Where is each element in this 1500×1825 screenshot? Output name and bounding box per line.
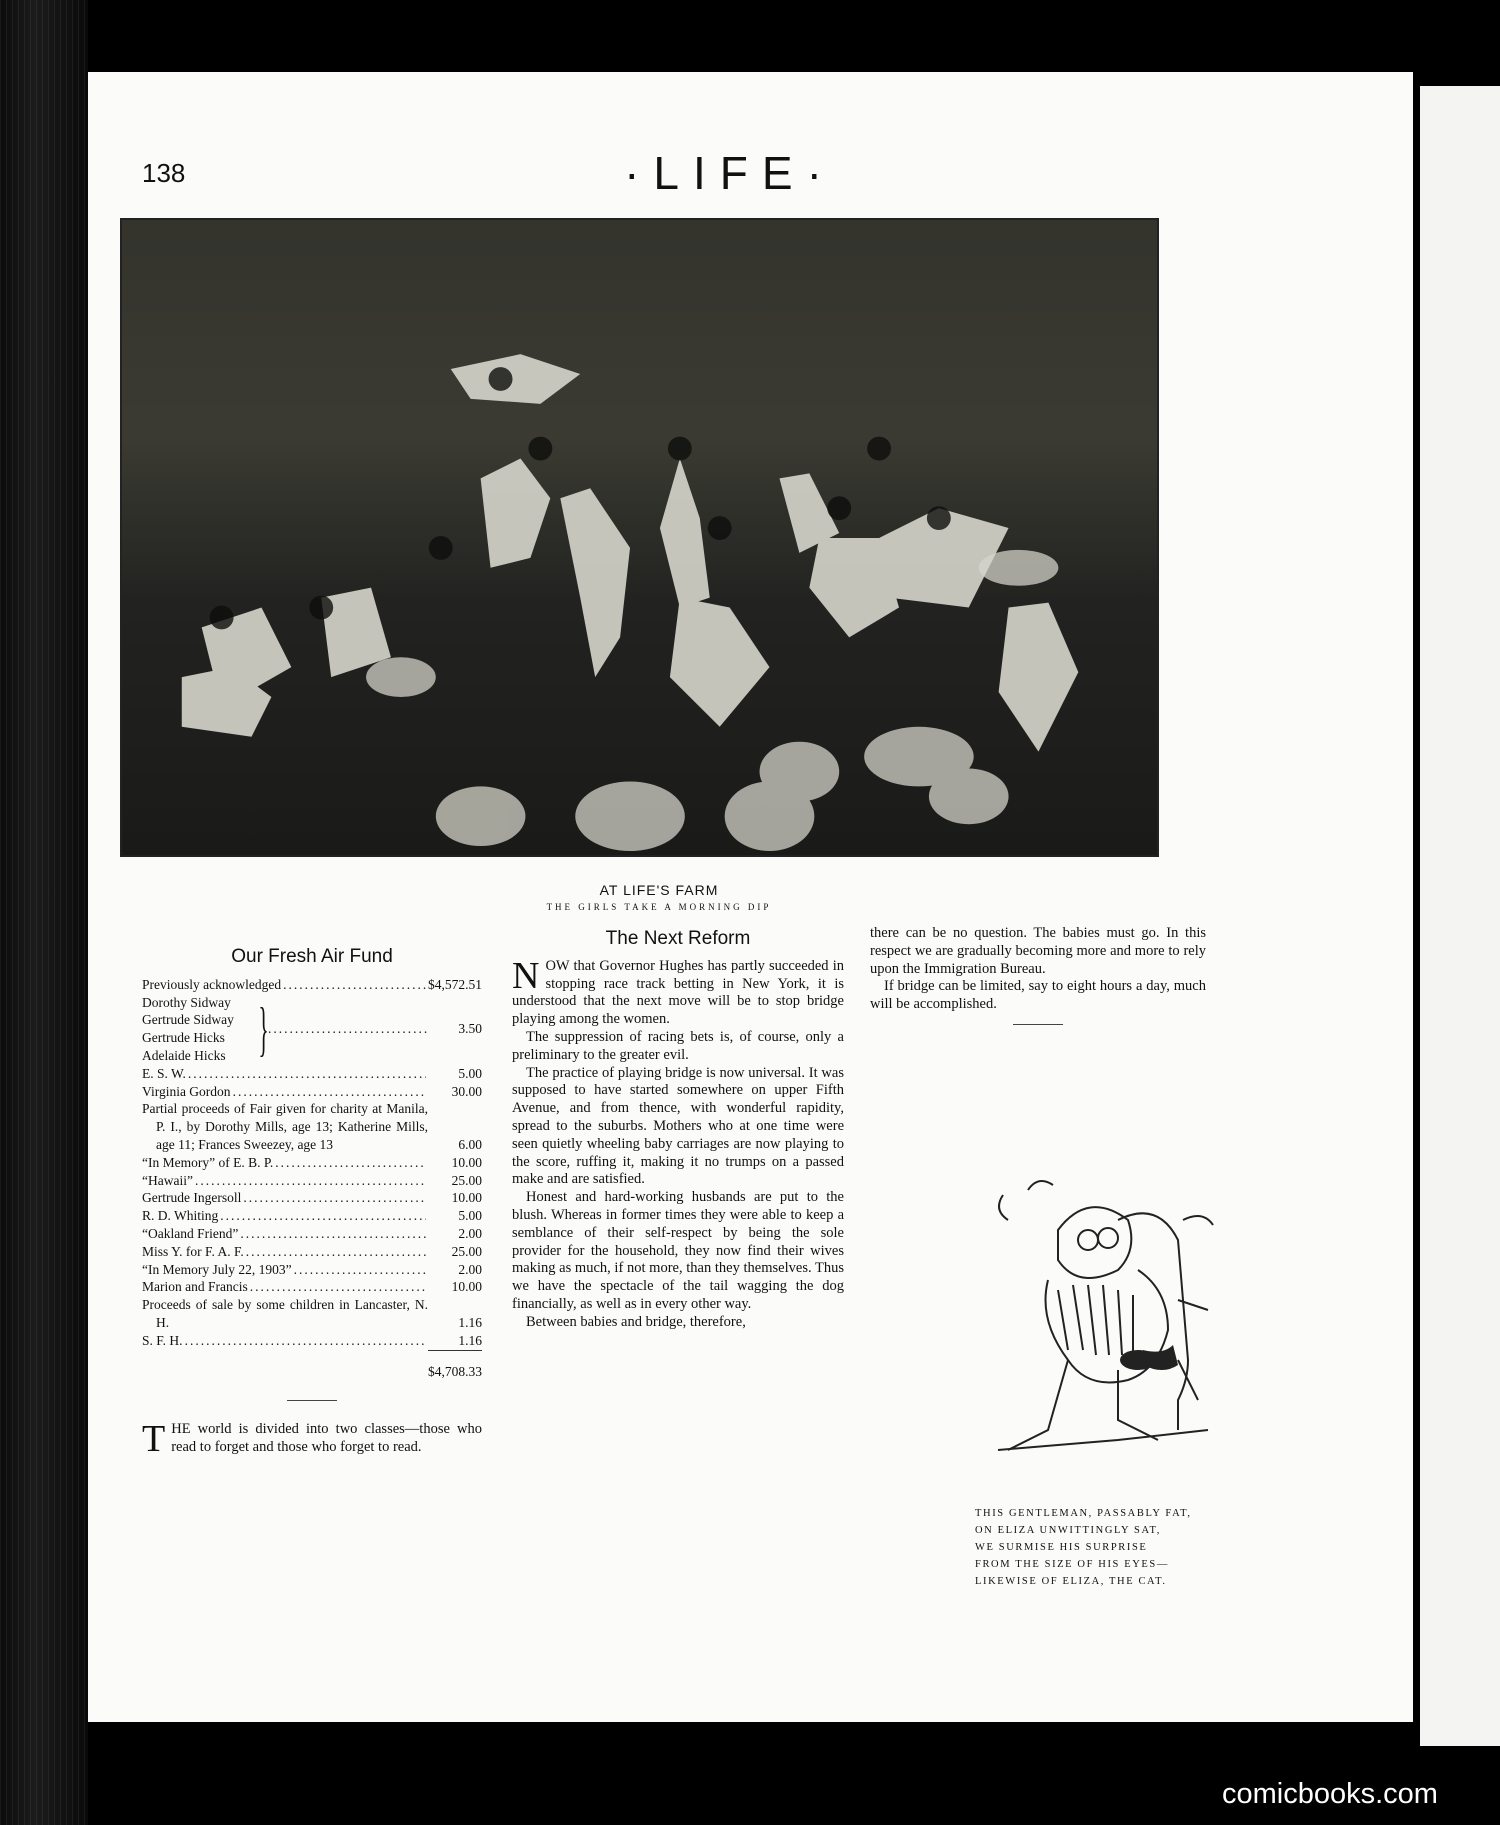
leader-dots (275, 1154, 426, 1172)
fund-group-name: Gertrude Hicks (142, 1030, 225, 1046)
leader-dots (240, 1225, 426, 1243)
epigram-dropcap: T (142, 1418, 166, 1461)
fund-row-amount: 2.00 (458, 1261, 482, 1277)
facing-page-edge (1420, 86, 1500, 1746)
reform-paragraph: The suppression of racing bets is, of course, only a preliminary to the greater evil. (512, 1028, 844, 1063)
reform-dropcap: N (512, 954, 540, 997)
leader-dots (294, 1261, 426, 1279)
fund-row (142, 1278, 482, 1296)
fund-row (142, 1261, 482, 1279)
fund-row (142, 1332, 482, 1350)
fund-row-amount: 5.00 (458, 1065, 482, 1081)
fund-row-name: Virginia Gordon (142, 1083, 231, 1099)
fund-row-name: S. F. H. (142, 1332, 183, 1348)
poem-line: ON ELIZA UNWITTINGLY SAT, (975, 1525, 1161, 1536)
fund-row-amount: 25.00 (451, 1172, 482, 1188)
fund-row-amount: 2.00 (458, 1225, 482, 1241)
reform-paragraph: Honest and hard-working husbands are put to the blush. Whereas in former times they were able to keep a semblance of their self-respect by being the sole provider for the household, they now find their wives making as much, if not more, than they themselves. Thus we have the spectacle of the tail wagging the dog financially, as well as in every other way. (512, 1189, 844, 1312)
reform-paragraph (512, 954, 844, 1029)
page-number: 138 (142, 158, 186, 188)
reform-continued-column (870, 925, 1206, 1025)
photo-illustration (122, 220, 1157, 855)
fund-row-name: Marion and Francis (142, 1279, 248, 1295)
leader-dots (233, 1083, 426, 1101)
cartoon-illustration (968, 1160, 1240, 1472)
fund-row (142, 1243, 482, 1261)
fund-row-name: E. S. W. (142, 1065, 186, 1081)
fund-row-name: R. D. Whiting (142, 1208, 219, 1224)
epigram (142, 1418, 482, 1461)
leader-dots (195, 1172, 426, 1190)
fresh-air-fund-column (142, 946, 482, 1461)
fund-row-amount: 5.00 (458, 1208, 482, 1224)
fund-group-name: Gertrude Sidway (142, 1012, 234, 1028)
fund-row-amount: 25.00 (451, 1243, 482, 1259)
fund-group-name: Adelaide Hicks (142, 1047, 226, 1063)
scan-edge-left (0, 0, 88, 1825)
fund-row (142, 1189, 482, 1207)
poem-line: THIS GENTLEMAN, PASSABLY FAT, (975, 1508, 1192, 1519)
leader-dots (283, 976, 426, 994)
cartoon-poem (975, 1505, 1215, 1590)
fund-row-name: Gertrude Ingersoll (142, 1190, 242, 1206)
fund-row-name: “In Memory” of E. B. P. (142, 1154, 274, 1170)
fund-row-name: “In Memory July 22, 1903” (142, 1261, 292, 1277)
group-brace: } (258, 996, 269, 1063)
fund-row-amount: 30.00 (451, 1083, 482, 1099)
fund-heading: Our Fresh Air Fund (231, 946, 393, 967)
poem-line: LIKEWISE OF ELIZA, THE CAT. (975, 1576, 1167, 1587)
leader-dots (243, 1189, 426, 1207)
fund-row-amount: 6.00 (458, 1136, 482, 1152)
reform-paragraph: Between babies and bridge, therefore, (526, 1313, 746, 1330)
fund-row (142, 1154, 482, 1172)
photo-caption-subtitle: THE GIRLS TAKE A MORNING DIP (546, 902, 772, 912)
fund-row-amount: 10.00 (451, 1190, 482, 1206)
section-divider (1013, 1024, 1063, 1025)
site-watermark: comicbooks.com (1222, 1778, 1438, 1810)
reform-paragraph: The practice of playing bridge is now universal. It was supposed to have started somewhere on upper Fifth Avenue, and from thence, with wonderful rapidity, spread to the suburbs. Mothers who at one time were seen quietly wheeling baby carriages are now playing to the score, ruffing it, making it no trumps on a passed make and are satisfied. (512, 1064, 844, 1188)
fund-row-name: Partial proceeds of Fair given for charity at Manila, P. I., by Dorothy Mills, age 13; Katherine Mills, age 11; Frances Sweezey, age 13 (142, 1101, 428, 1152)
leader-dots (250, 1278, 426, 1296)
fund-row (142, 1083, 482, 1101)
leader-dots (185, 1332, 426, 1350)
photo-caption-title: AT LIFE'S FARM (599, 882, 719, 898)
leader-dots (220, 1207, 426, 1225)
fund-total: $4,708.33 (428, 1363, 482, 1379)
fund-row-name: Previously acknowledged (142, 976, 282, 992)
fund-group-names (142, 994, 254, 1065)
fund-row (142, 1172, 482, 1190)
poem-line: FROM THE SIZE OF HIS EYES— (975, 1559, 1169, 1570)
fund-group-name: Dorothy Sidway (142, 994, 231, 1010)
reform-heading: The Next Reform (605, 928, 751, 949)
fund-group-amount: 3.50 (458, 1021, 482, 1037)
fund-row-name: “Oakland Friend” (142, 1225, 239, 1241)
section-divider (287, 1400, 337, 1401)
fund-row-amount: 1.16 (458, 1332, 482, 1348)
fund-row (142, 976, 482, 994)
fund-row-name: “Hawaii” (142, 1172, 193, 1188)
fat-man-on-cat-drawing (968, 1160, 1240, 1472)
next-reform-column (512, 930, 844, 1332)
fund-row-amount: 1.16 (458, 1314, 482, 1330)
fund-row (142, 1207, 482, 1225)
leader-dots (188, 1065, 426, 1083)
reform-paragraph-text: OW that Governor Hughes has partly succeeded in stopping race track betting in New York, it is understood that the next move will be to stop bridge playing among the women. (512, 957, 844, 1028)
leader-dots (268, 1020, 428, 1038)
farm-photo (120, 218, 1159, 857)
masthead: ·LIFE· (624, 147, 836, 199)
fund-row-amount: 10.00 (451, 1279, 482, 1295)
epigram-text: HE world is divided into two classes—those who read to forget and those who forget to read. (171, 1421, 482, 1456)
fund-row (142, 1225, 482, 1243)
fund-row-amount: $4,572.51 (428, 976, 482, 992)
reform-paragraph: there can be no question. The babies must go. In this respect we are gradually becoming more and more to rely upon the Immigration Bureau. (870, 925, 1206, 977)
fund-group (142, 994, 482, 1065)
fund-row (142, 1065, 482, 1083)
fund-row-amount: 10.00 (451, 1154, 482, 1170)
leader-dots (246, 1243, 426, 1261)
fund-row-lancaster (142, 1296, 482, 1332)
poem-line: WE SURMISE HIS SURPRISE (975, 1542, 1148, 1553)
reform-paragraph: If bridge can be limited, say to eight hours a day, much will be accomplished. (870, 978, 1206, 1013)
total-rule (428, 1350, 482, 1351)
fund-row-fair (142, 1100, 482, 1153)
fund-row-name: Proceeds of sale by some children in Lancaster, N. H. (142, 1297, 428, 1330)
fund-row-name: Miss Y. for F. A. F. (142, 1243, 244, 1259)
